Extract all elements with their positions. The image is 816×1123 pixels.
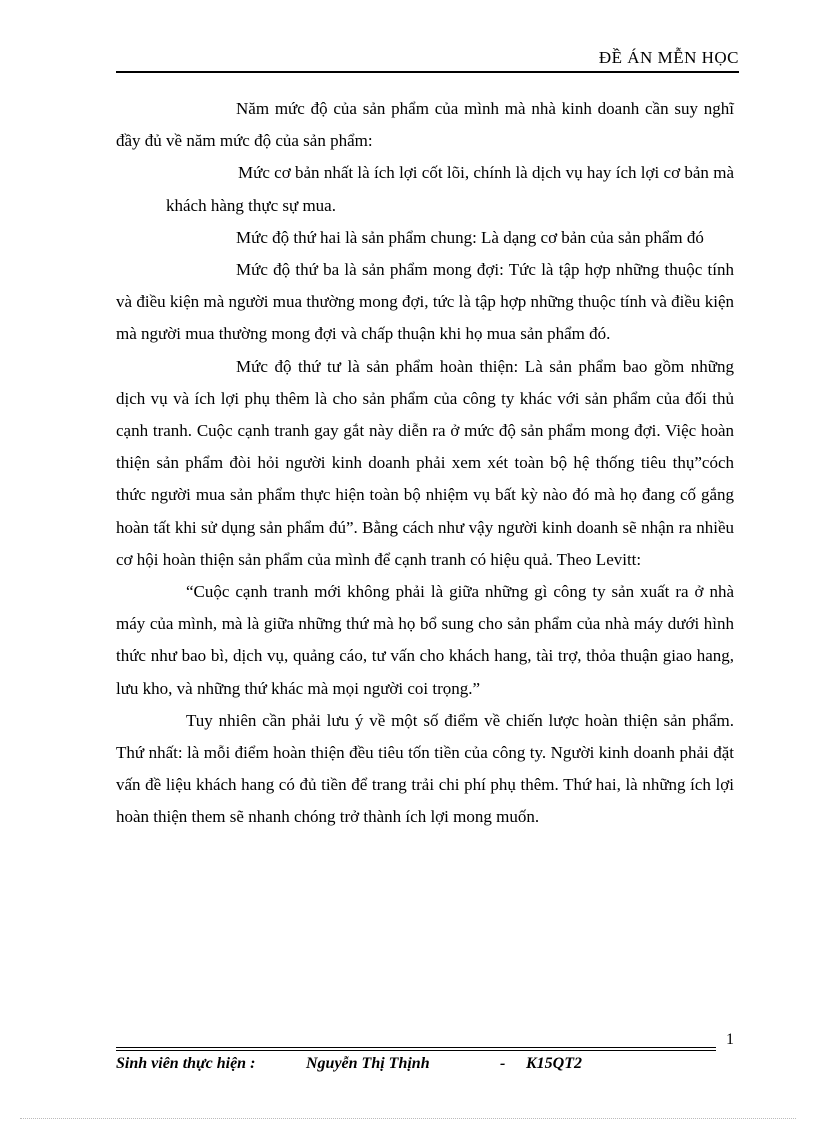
page-number: 1 [726, 1031, 734, 1048]
paragraph-expected-product: Mức độ thứ ba là sản phẩm mong đợi: Tức là tập hợp những thuộc tính và điều kiện mà người mua thường mong đợi, tức là tập hợp những thuộc tính và điều kiện mà người mua thường mong đợi và chấp thuận khi họ mua sản phẩm đó. [116, 260, 734, 344]
document-title: ĐỀ ÁN MỄN HỌC [598, 48, 739, 67]
footer-rule [116, 1047, 716, 1053]
paragraph-core-benefit: Mức cơ bản nhất là ích lợi cốt lõi, chính là dịch vụ hay ích lợi cơ bản mà khách hàng thực sự mua. [166, 163, 734, 215]
header-rule [116, 71, 739, 73]
footer-separator: - [500, 1055, 506, 1072]
page-footer [116, 1055, 582, 1073]
paragraph-augmented-product: Mức độ thứ tư là sản phẩm hoàn thiện: Là sản phẩm bao gồm những dịch vụ và ích lợi phụ thêm là cho sản phẩm của công ty khác với sản phẩm của đối thủ cạnh tranh. Cuộc cạnh tranh gay gắt này diễn ra ở mức độ sản phẩm mong đợi. Việc hoàn thiện sản phẩm đòi hỏi người kinh doanh phải xem xét toàn bộ hệ thống tiêu thụ”cóch thức người mua sản phẩm thực hiện toàn bộ nhiệm vụ bất kỳ nào đó mà họ đang cố gắng hoàn tất khi sử dụng sản phẩm đú”. Bằng cách như vậy người kinh doanh sẽ nhận ra nhiều cơ hội hoàn thiện sản phẩm của mình để cạnh tranh có hiệu quả. Theo Levitt: [116, 356, 734, 569]
paragraph-levitt-quote: “Cuộc cạnh tranh mới không phải là giữa những gì công ty sản xuất ra ở nhà máy của mình, mà là giữa những thứ mà họ bổ sung cho sản phẩm của nhà máy dưới hình thức như bao bì, dịch vụ, quảng cáo, tư vấn cho khách hang, tài trợ, thỏa thuận giao hang, lưu kho, và những thứ khác mà mọi người coi trọng.” [116, 582, 734, 698]
footer-class: K15QT2 [526, 1055, 582, 1072]
page-body [116, 93, 734, 834]
page-header [116, 48, 739, 74]
paragraph-intro: Năm mức độ của sản phẩm của mình mà nhà kinh doanh cần suy nghĩ đầy đủ về năm mức độ của sản phẩm: [116, 99, 734, 151]
paragraph-considerations: Tuy nhiên cần phải lưu ý về một số điểm về chiến lược hoàn thiện sản phẩm. Thứ nhất: là mỗi điểm hoàn thiện đều tiêu tốn tiền của công ty. Người kinh doanh phải đặt vấn đề liệu khách hang có đủ tiền để trang trải chi phí phụ thêm. Thứ hai, là những ích lợi hoàn thiện them sẽ nhanh chóng trở thành ích lợi mong muốn. [116, 710, 734, 827]
footer-label: Sinh viên thực hiện : [116, 1055, 256, 1072]
page-edge-divider [20, 1118, 796, 1119]
footer-student-name: Nguyễn Thị Thịnh [306, 1055, 430, 1072]
paragraph-generic-product: Mức độ thứ hai là sản phẩm chung: Là dạng cơ bản của sản phẩm đó [236, 227, 704, 247]
